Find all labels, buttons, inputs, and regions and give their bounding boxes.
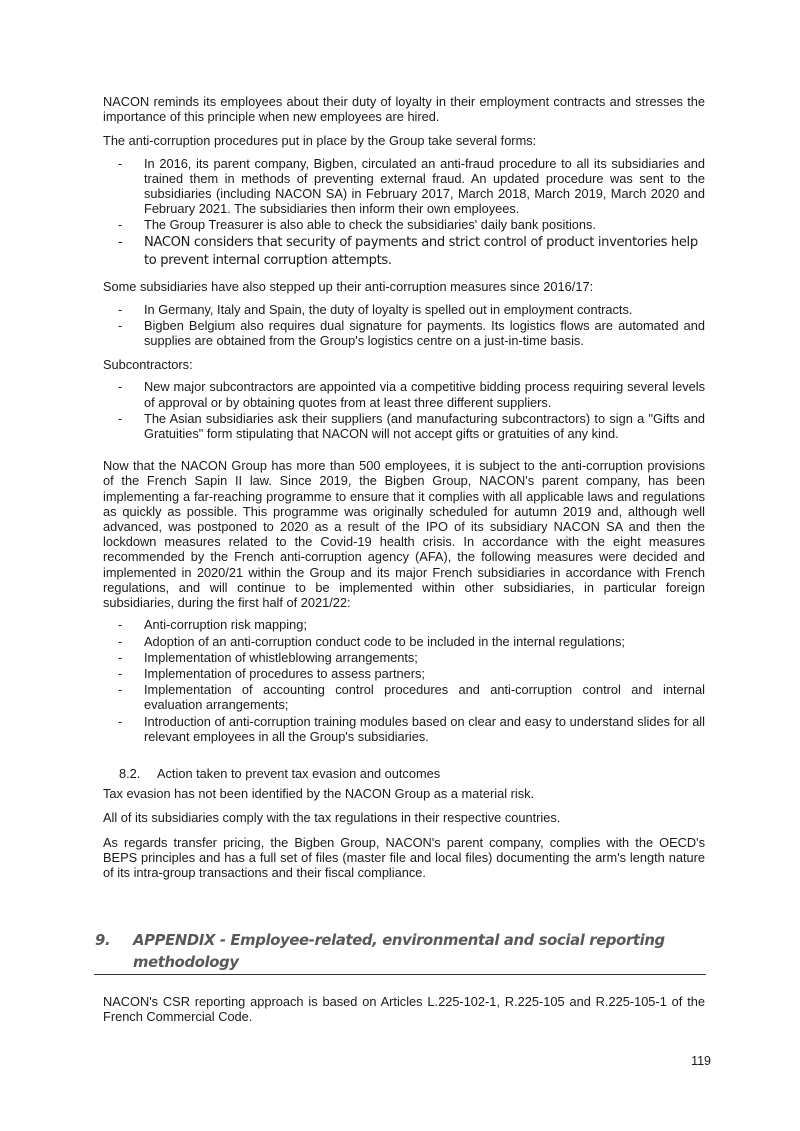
list-item: - The Asian subsidiaries ask their suppliers (and manufacturing subcontractors) to sign a "Gifts and Gratuities" form stipulating that NACON will not accept gifts or gratuities of any kind. <box>103 411 705 441</box>
list-item: - Adoption of an anti-corruption conduct code to be included in the internal regulations; <box>103 634 705 649</box>
section-number: 8.2. <box>119 765 141 781</box>
tax-section-heading <box>103 766 705 781</box>
heading-number: 9. <box>95 932 111 949</box>
list-item: - Implementation of procedures to assess partners; <box>103 666 705 681</box>
list-item: - New major subcontractors are appointed via a competitive bidding process requiring several levels of approval or by obtaining quotes from at least three different suppliers. <box>103 379 705 409</box>
subsidiaries-paragraph: Some subsidiaries have also stepped up their anti-corruption measures since 2016/17: <box>103 279 594 295</box>
list-item: - NACON considers that security of payments and strict control of product inventories help to prevent internal corruption attempts. <box>103 234 705 271</box>
subcontractors-label: Subcontractors: <box>103 357 193 373</box>
list-item: - Implementation of whistleblowing arrangements; <box>103 650 705 665</box>
list-item: - Bigben Belgium also requires dual signature for payments. Its logistics flows are automated and supplies are obtained from the Group's logistics centre on a just-in-time basis. <box>103 318 705 348</box>
tax-paragraph: Tax evasion has not been identified by the NACON Group as a material risk. <box>103 786 535 802</box>
subsidiaries-list <box>103 302 705 349</box>
csr-paragraph: NACON's CSR reporting approach is based on Articles L.225-102-1, R.225-105 and R.225-105-1 of the French Commercial Code. <box>103 994 705 1025</box>
group-measures-list <box>103 156 705 271</box>
list-item: - The Group Treasurer is also able to check the subsidiaries' daily bank positions. <box>103 217 705 232</box>
list-item: - In 2016, its parent company, Bigben, circulated an anti-fraud procedure to all its subsidiaries and trained them in methods of preventing external fraud. An updated procedure was sent to the subsidiaries (including NACON SA) in February 2017, March 2018, March 2019, March 2020 and February 2021. The subsidiaries then inform their own employees. <box>103 156 705 217</box>
appendix-heading <box>94 930 706 975</box>
list-item: - In Germany, Italy and Spain, the duty of loyalty is spelled out in employment contracts. <box>103 302 705 317</box>
tax-paragraph: As regards transfer pricing, the Bigben Group, NACON's parent company, complies with the OECD's BEPS principles and has a full set of files (master file and local files) documenting the arm's length nature of its intra-group transactions and their fiscal compliance. <box>103 834 705 880</box>
subcontractors-list <box>103 379 705 441</box>
sapin-measures-list <box>103 617 705 744</box>
tax-paragraph: All of its subsidiaries comply with the tax regulations in their respective countries. <box>103 810 561 826</box>
forms-paragraph: The anti-corruption procedures put in place by the Group take several forms: <box>103 133 537 149</box>
heading-title: APPENDIX - Employee-related, environmental and social reporting methodology <box>133 932 665 971</box>
body-content <box>103 94 705 880</box>
section-title: Action taken to prevent tax evasion and outcomes <box>157 765 441 781</box>
list-item: - Introduction of anti-corruption training modules based on clear and easy to understand slides for all relevant employees in all the Group's subsidiaries. <box>103 714 705 744</box>
list-item: - Anti-corruption risk mapping; <box>103 617 705 632</box>
list-item: - Implementation of accounting control procedures and anti-corruption control and internal evaluation arrangements; <box>103 682 705 712</box>
sapin-paragraph: Now that the NACON Group has more than 500 employees, it is subject to the anti-corruption provisions of the French Sapin II law. Since 2019, the Bigben Group, NACON's parent company, has been implementing a far-reaching programme to ensure that it complies with all applicable laws and regulations as quickly as possible. This programme was originally scheduled for autumn 2019 and, although well advanced, was postponed to 2020 as a result of the IPO of its subsidiary NACON SA and then the lockdown measures related to the Covid-19 health crisis. In accordance with the eight measures recommended by the French anti-corruption agency (AFA), the following measures were decided and implemented in 2020/21 within the Group and its major French subsidiaries in accordance with French regulations, and will continue to be implemented within other subsidiaries, in particular foreign subsidiaries, during the first half of 2021/22: <box>103 458 705 611</box>
loyalty-paragraph: NACON reminds its employees about their duty of loyalty in their employment contracts and stresses the importance of this principle when new employees are hired. <box>103 94 705 125</box>
page-number: 119 <box>691 1054 711 1068</box>
